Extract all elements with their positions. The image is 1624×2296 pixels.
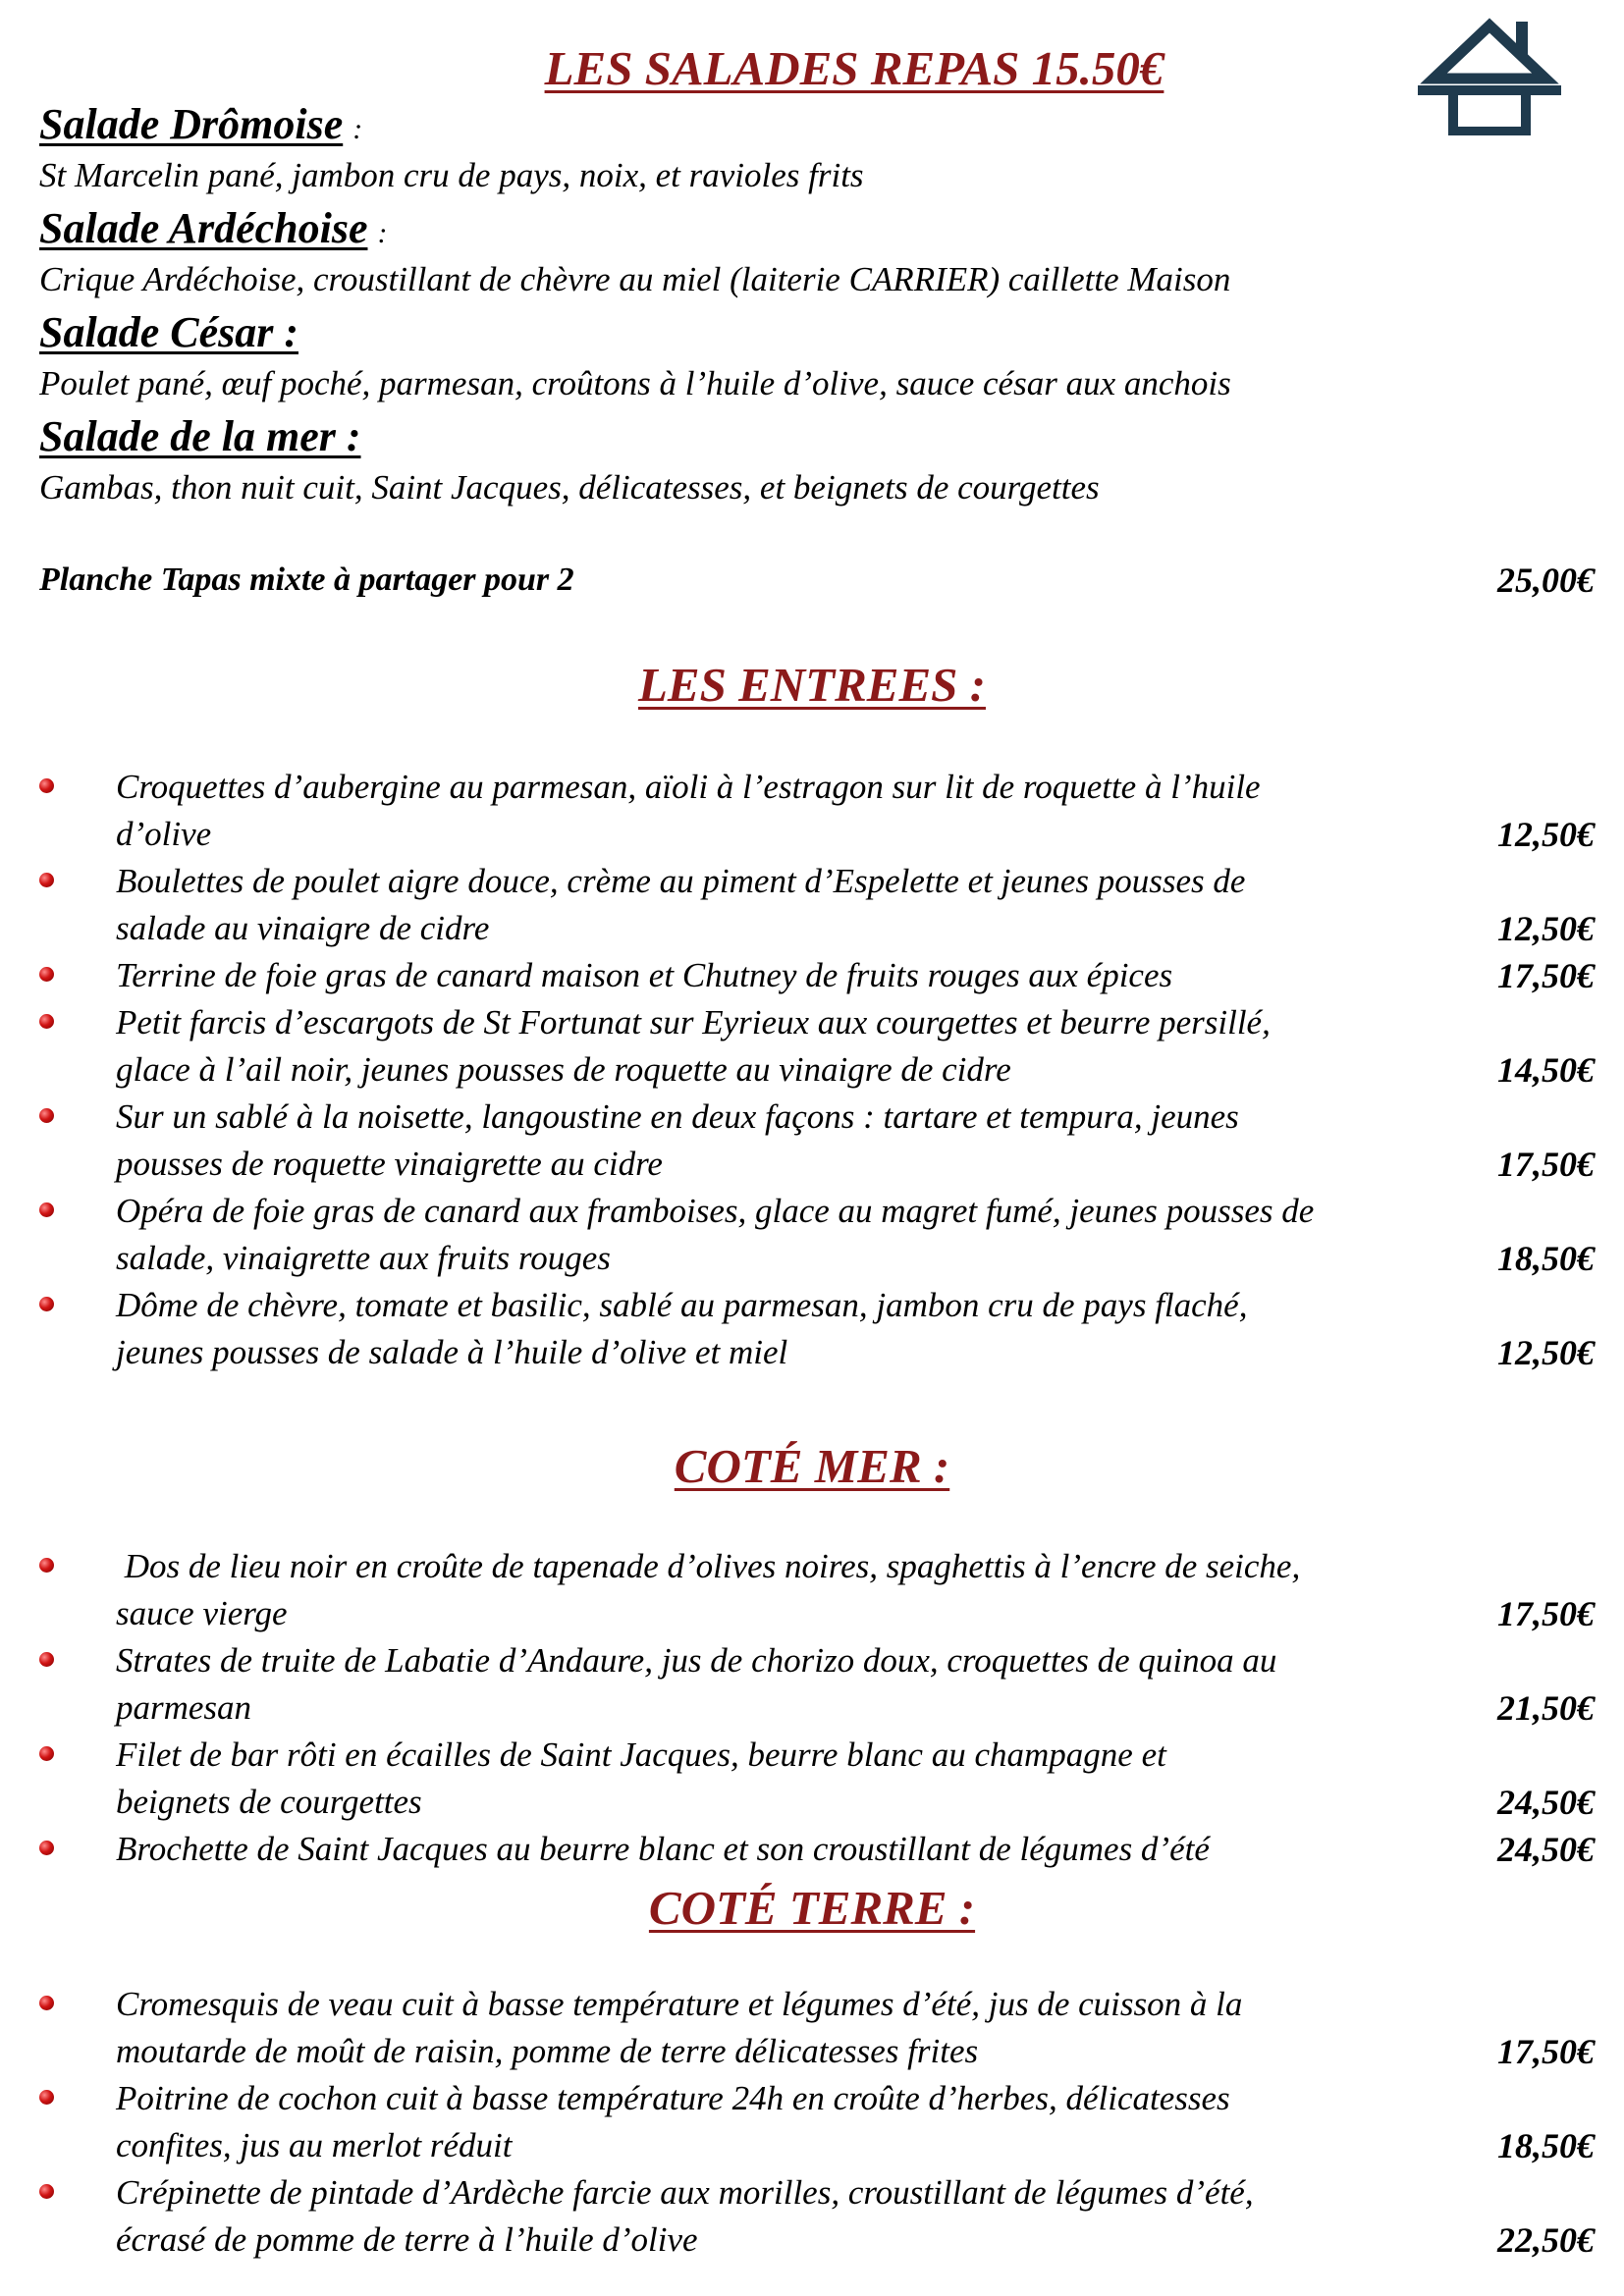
tapas-price: 25,00€ — [1497, 561, 1595, 600]
mer-title: COTÉ MER : — [674, 1439, 950, 1493]
list-item — [0, 2075, 1624, 2169]
terre-list — [0, 1981, 1624, 2264]
item-price: 12,50€ — [1497, 1333, 1595, 1372]
item-line2: moutarde de moût de raisin, pomme de terre délicatesses frites 17,50€ — [0, 2028, 1595, 2075]
item-line1: Poitrine de cochon cuit à basse température 24h en croûte d’herbes, délicatesses — [116, 2079, 1230, 2117]
item-price: 22,50€ — [1497, 2220, 1595, 2260]
item-line2: jeunes pousses de salade à l’huile d’olive et miel 12,50€ — [0, 1329, 1595, 1376]
item-price: 14,50€ — [1497, 1050, 1595, 1090]
item-price: 21,50€ — [1497, 1688, 1595, 1728]
item-line2: salade au vinaigre de cidre 12,50€ — [0, 905, 1595, 952]
item-line1: Brochette de Saint Jacques au beurre blanc et son croustillant de légumes d’été 24,50€ — [0, 1826, 1595, 1873]
item-price: 17,50€ — [1497, 956, 1595, 995]
item-price: 18,50€ — [1497, 1239, 1595, 1278]
list-item — [0, 1826, 1624, 1873]
list-item — [0, 764, 1624, 858]
item-line2: écrasé de pomme de terre à l’huile d’olive 22,50€ — [0, 2216, 1595, 2264]
list-item — [0, 858, 1624, 952]
item-line1: Strates de truite de Labatie d’Andaure, jus de chorizo doux, croquettes de quinoa au — [116, 1641, 1277, 1680]
salad-name: Salade Ardéchoise : — [39, 204, 388, 252]
item-line1: Filet de bar rôti en écailles de Saint Jacques, beurre blanc au champagne et — [116, 1735, 1166, 1774]
item-line1: Cromesquis de veau cuit à basse température et légumes d’été, jus de cuisson à la — [116, 1985, 1243, 2023]
item-line2: sauce vierge 17,50€ — [0, 1590, 1595, 1637]
salad-name: Salade de la mer : — [39, 412, 361, 460]
item-line1: Petit farcis d’escargots de St Fortunat sur Eyrieux aux courgettes et beurre persillé, — [116, 1003, 1271, 1041]
item-price: 12,50€ — [1497, 909, 1595, 948]
item-price: 17,50€ — [1497, 2032, 1595, 2071]
item-price: 17,50€ — [1497, 1594, 1595, 1633]
item-line1: Boulettes de poulet aigre douce, crème au piment d’Espelette et jeunes pousses de — [116, 862, 1246, 900]
item-line1: Crépinette de pintade d’Ardèche farcie aux morilles, croustillant de légumes d’été, — [116, 2173, 1254, 2212]
item-price: 17,50€ — [1497, 1145, 1595, 1184]
item-line1: Terrine de foie gras de canard maison et Chutney de fruits rouges aux épices 17,50€ — [0, 952, 1595, 999]
salades-title: LES SALADES REPAS 15.50€ — [544, 41, 1164, 95]
item-price: 24,50€ — [1497, 1783, 1595, 1822]
salad-description: Crique Ardéchoise, croustillant de chèvre au miel (laiterie CARRIER) caillette Maison — [39, 260, 1231, 298]
list-item — [0, 1637, 1624, 1732]
entrees-list — [0, 764, 1624, 1376]
tapas-label: Planche Tapas mixte à partager pour 2 — [39, 561, 574, 598]
list-item — [0, 1094, 1624, 1188]
list-item — [0, 952, 1624, 999]
terre-title: COTÉ TERRE : — [648, 1881, 976, 1935]
list-item — [0, 1543, 1624, 1637]
item-line2: parmesan 21,50€ — [0, 1684, 1595, 1732]
entrees-title: LES ENTREES : — [638, 658, 986, 712]
item-line2: salade, vinaigrette aux fruits rouges 18,50€ — [0, 1235, 1595, 1282]
salad-name: Salade César : — [39, 308, 298, 356]
item-price: 18,50€ — [1497, 2126, 1595, 2165]
item-line1: Croquettes d’aubergine au parmesan, aïoli à l’estragon sur lit de roquette à l’huile — [116, 768, 1261, 806]
item-line1: Dos de lieu noir en croûte de tapenade d’olives noires, spaghettis à l’encre de seiche, — [116, 1547, 1301, 1585]
list-item — [0, 1282, 1624, 1376]
salad-name: Salade Drômoise : — [39, 100, 363, 148]
tapas-line — [39, 560, 1595, 601]
list-item — [0, 1732, 1624, 1826]
item-line2: beignets de courgettes 24,50€ — [0, 1779, 1595, 1826]
salad-description: Poulet pané, œuf poché, parmesan, croûtons à l’huile d’olive, sauce césar aux anchois — [39, 364, 1231, 402]
item-price: 24,50€ — [1497, 1830, 1595, 1869]
item-price: 12,50€ — [1497, 815, 1595, 854]
item-line1: Dôme de chèvre, tomate et basilic, sablé au parmesan, jambon cru de pays flaché, — [116, 1286, 1248, 1324]
list-item — [0, 999, 1624, 1094]
list-item — [0, 2169, 1624, 2264]
item-line2: d’olive 12,50€ — [0, 811, 1595, 858]
item-line1: Opéra de foie gras de canard aux framboises, glace au magret fumé, jeunes pousses de — [116, 1192, 1315, 1230]
item-line2: pousses de roquette vinaigrette au cidre 17,50€ — [0, 1141, 1595, 1188]
item-line1: Sur un sablé à la noisette, langoustine en deux façons : tartare et tempura, jeunes — [116, 1097, 1239, 1136]
list-item — [0, 1188, 1624, 1282]
mer-list — [0, 1543, 1624, 1873]
list-item — [0, 1981, 1624, 2075]
item-line2: glace à l’ail noir, jeunes pousses de roquette au vinaigre de cidre 14,50€ — [0, 1046, 1595, 1094]
item-line2: confites, jus au merlot réduit 18,50€ — [0, 2122, 1595, 2169]
salad-description: St Marcelin pané, jambon cru de pays, noix, et ravioles frits — [39, 156, 864, 194]
salad-description: Gambas, thon nuit cuit, Saint Jacques, délicatesses, et beignets de courgettes — [39, 468, 1100, 507]
